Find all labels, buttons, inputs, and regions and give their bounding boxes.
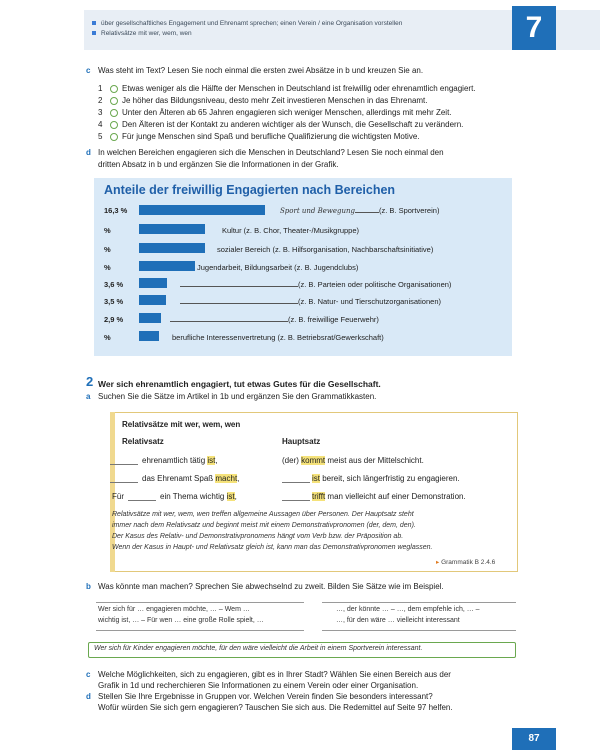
answer-blank[interactable] (180, 286, 298, 287)
chart-row-label: Kultur (z. B. Chor, Theater-/Musikgruppe) (222, 226, 359, 235)
item-number-2: 2 (98, 96, 103, 105)
phrase-left-2: wichtig ist, … – Für wen … eine große Rolle spielt, … (98, 617, 264, 624)
divider-line (96, 630, 304, 631)
chart-row-text: (z. B. Natur- und Tierschutzorganisationen) (298, 297, 441, 306)
chart-row-label: berufliche Interessenvertretung (z. B. Betriebsrat/Gewerkschaft) (172, 333, 384, 342)
checkbox-2[interactable] (110, 97, 118, 105)
task-2a-letter: a (86, 392, 91, 401)
chart-bar (139, 243, 205, 253)
chart-pct-label[interactable]: % (104, 333, 111, 342)
goal-item-2 (92, 30, 192, 37)
chart-bar (139, 295, 166, 305)
item-number-5: 5 (98, 132, 103, 141)
checkbox-3[interactable] (110, 109, 118, 117)
grammar-reference-text: Grammatik B 2.4.6 (441, 559, 496, 566)
page-number: 87 (512, 728, 556, 750)
chart-bar (139, 278, 167, 288)
grammar-text: , (237, 474, 240, 483)
highlight-verb: kommt (301, 456, 326, 465)
triangle-right-icon: ▸ (436, 559, 440, 566)
task-d-letter: d (86, 148, 91, 157)
grammar-text: , (215, 456, 218, 465)
chart-bar (139, 224, 205, 234)
section-2-title: Wer sich ehrenamtlich engagiert, tut etwas Gutes für die Gesellschaft. (98, 379, 381, 389)
grammar-row-1-left (142, 456, 218, 465)
chart-pct-label: 3,5 % (104, 297, 124, 306)
answer-blank[interactable] (128, 500, 156, 501)
chart-row-label-6 (170, 315, 379, 324)
grammar-text: man vielleicht auf einer Demonstration. (325, 492, 466, 501)
chart-row-label: Jugendarbeit, Bildungsarbeit (z. B. Jugendclubs) (197, 263, 359, 272)
grammar-explain-3: Der Kasus des Relativ- und Demonstrativpronomens hängt vom Verb bzw. der Präposition ab. (112, 533, 404, 540)
item-text-5: Für junge Menschen sind Spaß und berufliche Qualifizierung die wichtigsten Motive. (122, 132, 420, 141)
handwritten-answer: Sport und Bewegung (280, 207, 355, 215)
phrase-right-2: …, für den wäre … vielleicht interessant (336, 617, 460, 624)
task-2b-instruction: Was könnte man machen? Sprechen Sie abwechselnd zu zweit. Bilden Sie Sätze wie im Beispiel. (98, 582, 444, 591)
grammar-col-right: Hauptsatz (282, 437, 321, 446)
grammar-row-3-left (160, 492, 237, 501)
task-2d-line-1: Stellen Sie Ihre Ergebnisse in Gruppen vor. Welchen Verein finden Sie besonders interessant? (98, 692, 433, 701)
checkbox-1[interactable] (110, 85, 118, 93)
highlight-verb: ist (226, 492, 235, 501)
item-number-3: 3 (98, 108, 103, 117)
chart-bar (139, 331, 159, 341)
grammar-reference[interactable] (436, 558, 495, 566)
answer-blank[interactable] (282, 500, 310, 501)
highlight-verb: ist (207, 456, 216, 465)
grammar-row-2-left (142, 474, 239, 483)
chart-bar (139, 313, 161, 323)
chart-pct-label: 2,9 % (104, 315, 124, 324)
example-sentence: Wer sich für Kinder engagieren möchte, für den wäre vielleicht die Arbeit in einem Sportverein interessant. (94, 645, 423, 652)
highlight-verb: ist (312, 474, 320, 483)
divider-line (322, 630, 516, 631)
answer-blank[interactable] (282, 482, 310, 483)
answer-blank[interactable] (110, 482, 138, 483)
chart-bar (139, 205, 265, 215)
phrase-left-1: Wer sich für … engagieren möchte, … – Wem … (98, 606, 250, 613)
task-c-instruction: Was steht im Text? Lesen Sie noch einmal die ersten zwei Absätze in b und kreuzen Sie an. (98, 66, 424, 75)
task-d-line-2: dritten Absatz in b und ergänzen Sie die Informationen in der Grafik. (98, 160, 339, 169)
answer-blank[interactable] (110, 464, 138, 465)
grammar-text: , (234, 492, 237, 501)
chart-row-text: (z. B. Parteien oder politische Organisationen) (298, 280, 452, 289)
grammar-text: meist aus der Mittelschicht. (325, 456, 424, 465)
item-number-4: 4 (98, 120, 103, 129)
divider-line (322, 602, 516, 603)
answer-blank (355, 212, 379, 213)
grammar-text: bereit, sich längerfristig zu engagieren. (320, 474, 460, 483)
grammar-text: ehrenamtlich tätig (142, 456, 208, 465)
task-2b-letter: b (86, 582, 91, 591)
task-2c-line-1: Welche Möglichkeiten, sich zu engagieren, gibt es in Ihrer Stadt? Wählen Sie einen Bereich aus der (98, 670, 451, 679)
checkbox-4[interactable] (110, 121, 118, 129)
task-2d-letter: d (86, 692, 91, 701)
chart-pct-label[interactable]: % (104, 226, 111, 235)
grammar-text: ein Thema wichtig (160, 492, 227, 501)
chapter-number: 7 (512, 6, 556, 50)
grammar-row-1-right (282, 456, 424, 465)
section-2-number: 2 (86, 374, 94, 389)
bullet-square-icon (92, 31, 96, 35)
grammar-row-3-prefix: Für (112, 492, 124, 501)
goal-item-1 (92, 20, 402, 27)
chart-pct-label[interactable]: % (104, 245, 111, 254)
highlight-verb: macht (215, 474, 238, 483)
phrase-right-1: …, der könnte … – …, dem empfehle ich, … – (336, 606, 480, 613)
item-number-1: 1 (98, 84, 103, 93)
goal-text-2: Relativsätze mit wer, wem, wen (101, 30, 192, 37)
chart-title: Anteile der freiwillig Engagierten nach Bereichen (104, 183, 396, 197)
task-2a-instruction: Suchen Sie die Sätze im Artikel in 1b und ergänzen Sie den Grammatikkasten. (98, 392, 377, 401)
chart-bar (139, 261, 195, 271)
task-d-line-1: In welchen Bereichen engagieren sich die Menschen in Deutschland? Lesen Sie noch einmal den (98, 148, 444, 157)
chart-row-text: (z. B. freiwillige Feuerwehr) (288, 315, 379, 324)
task-2c-line-2: Grafik in 1d und recherchieren Sie Informationen zu einem Verein oder einer Organisation. (98, 681, 419, 690)
grammar-explain-1: Relativsätze mit wer, wem, wen treffen allgemeine Aussagen über Personen. Der Hauptsatz steht (112, 511, 414, 518)
chart-row-label: sozialer Bereich (z. B. Hilfsorganisation, Nachbarschaftsinitiative) (217, 245, 434, 254)
task-2c-letter: c (86, 670, 91, 679)
grammar-text: (der) (282, 456, 302, 465)
chart-pct-label[interactable]: 16,3 % (104, 206, 128, 215)
task-c-letter: c (86, 66, 91, 75)
bullet-square-icon (92, 21, 96, 25)
grammar-col-left: Relativsatz (122, 437, 164, 446)
highlight-verb: trifft (312, 492, 326, 501)
checkbox-5[interactable] (110, 133, 118, 141)
chart-row-text: (z. B. Sportverein) (379, 206, 440, 215)
item-text-1: Etwas weniger als die Hälfte der Menschen in Deutschland ist freiwillig oder ehrenamtlich engagiert. (122, 84, 476, 93)
item-text-2: Je höher das Bildungsniveau, desto mehr Zeit investieren Menschen in das Ehrenamt. (122, 96, 428, 105)
answer-blank[interactable] (170, 321, 288, 322)
item-text-3: Unter den Älteren ab 65 Jahren engagieren sich weniger Menschen, allerdings mit mehr Zeit. (122, 108, 452, 117)
chart-pct-label[interactable]: % (104, 263, 111, 272)
task-2d-line-2: Wofür würden Sie sich gern engagieren? Tauschen Sie sich aus. Die Redemittel auf Seite 97 helfen. (98, 703, 453, 712)
grammar-explain-2: immer nach dem Relativsatz und beginnt meist mit einem Demonstrativpronomen (der, dem, den). (112, 522, 416, 529)
chart-row-label-5 (180, 297, 441, 306)
grammar-box-title: Relativsätze mit wer, wem, wen (122, 420, 241, 429)
divider-line (96, 602, 304, 603)
chart-row-label-0 (280, 206, 439, 215)
goal-text-1: über gesellschaftliches Engagement und Ehrenamt sprechen; einen Verein / eine Organisation vorstellen (101, 20, 403, 27)
answer-blank[interactable] (180, 303, 298, 304)
grammar-explain-4: Wenn der Kasus in Haupt- und Relativsatz gleich ist, kann man das Demonstrativpronomen weglassen. (112, 544, 433, 551)
grammar-text: das Ehrenamt Spaß (142, 474, 216, 483)
grammar-row-2-right (312, 474, 460, 483)
chart-pct-label: 3,6 % (104, 280, 124, 289)
grammar-row-3-right (312, 492, 466, 501)
item-text-4: Den Älteren ist der Kontakt zu anderen wichtiger als der Wunsch, die Gesellschaft zu verändern. (122, 120, 464, 129)
chart-row-label-4 (180, 280, 451, 289)
